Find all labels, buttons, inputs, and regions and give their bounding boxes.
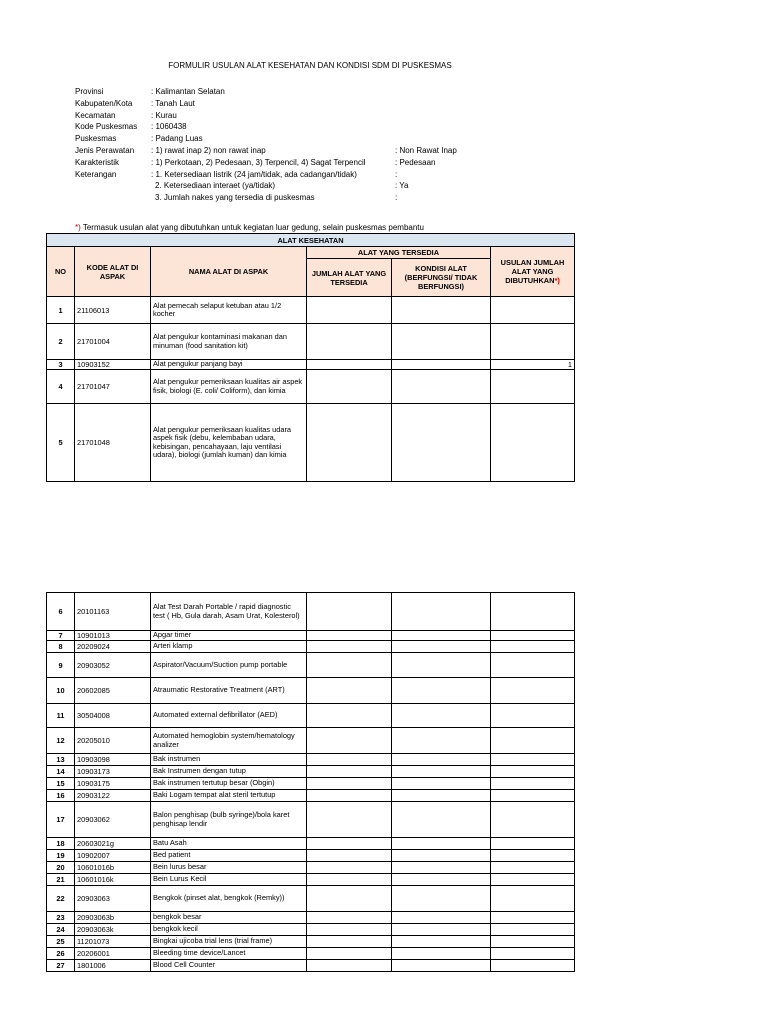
kode-cell: 30504008 <box>75 704 151 728</box>
label: Provinsi <box>75 87 104 96</box>
jumlah-cell <box>307 631 392 641</box>
table-row <box>47 766 575 778</box>
header-nama: NAMA ALAT DI ASPAK <box>151 247 307 297</box>
form-title: FORMULIR USULAN ALAT KESEHATAN DAN KONDISI SDM DI PUSKESMAS <box>168 61 452 70</box>
usulan-cell <box>491 678 575 704</box>
nama-cell: Bed patient <box>151 850 307 862</box>
kondisi-cell <box>392 360 491 370</box>
kode-cell: 21701048 <box>75 404 151 482</box>
label: Kabupaten/Kota <box>75 98 133 108</box>
usulan-cell <box>491 960 575 972</box>
selected-value: : Pedesaan <box>395 157 436 167</box>
table-row <box>47 631 575 641</box>
nama-cell: Bein lurus besar <box>151 862 307 874</box>
usulan-cell <box>491 653 575 678</box>
no-cell: 1 <box>47 297 75 324</box>
jumlah-cell <box>307 862 392 874</box>
jumlah-cell <box>307 360 392 370</box>
no-cell: 3 <box>47 360 75 370</box>
value: : Padang Luas <box>151 134 203 144</box>
table-row <box>47 370 575 404</box>
kode-cell: 10901013 <box>75 631 151 641</box>
no-cell: 24 <box>47 924 75 936</box>
jumlah-cell <box>307 874 392 886</box>
label: Jenis Perawatan <box>75 145 135 155</box>
kode-cell: 20602085 <box>75 678 151 704</box>
usulan-cell <box>491 912 575 924</box>
jumlah-cell <box>307 886 392 912</box>
kondisi-cell <box>392 404 491 482</box>
kondisi-cell <box>392 936 491 948</box>
no-cell: 25 <box>47 936 75 948</box>
nama-cell: Bak instrumen tertutup besar (Obgin) <box>151 778 307 790</box>
nama-cell: Baki Logam tempat alat steril tertutup <box>151 790 307 802</box>
kode-cell: 10903098 <box>75 754 151 766</box>
header-kode: KODE ALAT DI ASPAK <box>75 247 151 297</box>
usulan-cell <box>491 948 575 960</box>
no-cell: 19 <box>47 850 75 862</box>
usulan-cell <box>491 324 575 360</box>
usulan-cell <box>491 728 575 754</box>
kode-cell: 20205010 <box>75 728 151 754</box>
kondisi-cell <box>392 838 491 850</box>
kode-cell: 20206001 <box>75 948 151 960</box>
header-alat-tersedia: ALAT YANG TERSEDIA <box>307 247 491 259</box>
table-row <box>47 653 575 678</box>
jumlah-cell <box>307 802 392 838</box>
no-cell: 10 <box>47 678 75 704</box>
kode-cell: 10903175 <box>75 778 151 790</box>
nama-cell: Balon penghisap (bulb syringe)/bola karet penghisap lendir <box>151 802 307 838</box>
no-cell: 8 <box>47 641 75 653</box>
header-usulan-text: USULAN JUMLAH ALAT YANG DIBUTUHKAN <box>500 258 565 285</box>
header-jumlah: JUMLAH ALAT YANG TERSEDIA <box>307 259 392 297</box>
table-row <box>47 936 575 948</box>
usulan-cell <box>491 593 575 631</box>
header-usulan <box>491 247 575 297</box>
value: : 1. Ketersediaan listrik (24 jam/tidak, ada cadangan/tidak) <box>151 169 357 179</box>
selected-value: : <box>395 193 398 203</box>
kondisi-cell <box>392 960 491 972</box>
usulan-cell <box>491 404 575 482</box>
footnote <box>75 223 424 232</box>
kode-cell: 21701004 <box>75 324 151 360</box>
table-row <box>47 778 575 790</box>
usulan-cell <box>491 790 575 802</box>
jumlah-cell <box>307 948 392 960</box>
selected-value: : <box>395 169 398 179</box>
jumlah-cell <box>307 838 392 850</box>
nama-cell: Blood Cell Counter <box>151 960 307 972</box>
kondisi-cell <box>392 790 491 802</box>
kondisi-cell <box>392 653 491 678</box>
jumlah-cell <box>307 593 392 631</box>
usulan-cell <box>491 936 575 948</box>
kode-cell: 10903173 <box>75 766 151 778</box>
usulan-cell <box>491 862 575 874</box>
kode-cell: 10601016b <box>75 862 151 874</box>
table-row <box>47 912 575 924</box>
jumlah-cell <box>307 370 392 404</box>
no-cell: 23 <box>47 912 75 924</box>
kode-cell: 20903052 <box>75 653 151 678</box>
table-row <box>47 641 575 653</box>
selected-value: : Non Rawat Inap <box>395 145 457 155</box>
kode-cell: 20603021g <box>75 838 151 850</box>
label: Puskesmas <box>75 134 117 144</box>
kode-cell: 20101163 <box>75 593 151 631</box>
selected-value: : Ya <box>395 181 409 191</box>
kode-cell: 20903063k <box>75 924 151 936</box>
no-cell: 18 <box>47 838 75 850</box>
usulan-cell <box>491 641 575 653</box>
table-row <box>47 678 575 704</box>
value: : 1060438 <box>151 122 187 132</box>
nama-cell: Alat Test Darah Portable / rapid diagnostic test ( Hb, Gula darah, Asam Urat, Kolesterol) <box>151 593 307 631</box>
no-cell: 27 <box>47 960 75 972</box>
equipment-table-page-1 <box>46 233 575 482</box>
no-cell: 11 <box>47 704 75 728</box>
no-cell: 13 <box>47 754 75 766</box>
kondisi-cell <box>392 850 491 862</box>
jumlah-cell <box>307 936 392 948</box>
table-row <box>47 704 575 728</box>
table-row <box>47 802 575 838</box>
label: Kecamatan <box>75 110 116 120</box>
table-row <box>47 886 575 912</box>
nama-cell: Apgar timer <box>151 631 307 641</box>
usulan-cell <box>491 838 575 850</box>
usulan-cell <box>491 370 575 404</box>
usulan-cell <box>491 850 575 862</box>
jumlah-cell <box>307 404 392 482</box>
nama-cell: Arteri klamp <box>151 641 307 653</box>
jumlah-cell <box>307 924 392 936</box>
no-cell: 17 <box>47 802 75 838</box>
kode-cell: 20903063b <box>75 912 151 924</box>
nama-cell: Atraumatic Restorative Treatment (ART) <box>151 678 307 704</box>
kode-cell: 1801006 <box>75 960 151 972</box>
no-cell: 15 <box>47 778 75 790</box>
jumlah-cell <box>307 912 392 924</box>
label: Karakteristik <box>75 157 120 167</box>
kondisi-cell <box>392 678 491 704</box>
table-row <box>47 862 575 874</box>
header-no: NO <box>47 247 75 297</box>
usulan-cell <box>491 766 575 778</box>
table-row <box>47 960 575 972</box>
jumlah-cell <box>307 653 392 678</box>
table-row <box>47 728 575 754</box>
jumlah-cell <box>307 728 392 754</box>
kondisi-cell <box>392 874 491 886</box>
jumlah-cell <box>307 766 392 778</box>
no-cell: 4 <box>47 370 75 404</box>
jumlah-cell <box>307 297 392 324</box>
header-alat-kesehatan: ALAT KESEHATAN <box>47 234 575 247</box>
usulan-cell: 1 <box>491 360 575 370</box>
table-row <box>47 874 575 886</box>
nama-cell: Alat pemecah selaput ketuban atau 1/2 kocher <box>151 297 307 324</box>
label: Keterangan <box>75 169 117 179</box>
nama-cell: Bingkai ujicoba trial lens (trial frame) <box>151 936 307 948</box>
note-text: Termasuk usulan alat yang dibutuhkan untuk kegiatan luar gedung, selain puskesmas pembantu <box>80 223 424 232</box>
kode-cell: 11201073 <box>75 936 151 948</box>
nama-cell: Bengkok (pinset alat, bengkok (Remky)) <box>151 886 307 912</box>
header-kondisi: KONDISI ALAT (BERFUNGSI/ TIDAK BERFUNGSI) <box>392 259 491 297</box>
nama-cell: bengkok besar <box>151 912 307 924</box>
usulan-cell <box>491 886 575 912</box>
no-cell: 7 <box>47 631 75 641</box>
kondisi-cell <box>392 912 491 924</box>
usulan-cell <box>491 802 575 838</box>
kondisi-cell <box>392 862 491 874</box>
jumlah-cell <box>307 850 392 862</box>
no-cell: 5 <box>47 404 75 482</box>
kondisi-cell <box>392 948 491 960</box>
value: : 1) Perkotaan, 2) Pedesaan, 3) Terpencil, 4) Sagat Terpencil <box>151 157 366 167</box>
kondisi-cell <box>392 593 491 631</box>
no-cell: 9 <box>47 653 75 678</box>
jumlah-cell <box>307 754 392 766</box>
kondisi-cell <box>392 728 491 754</box>
nama-cell: Bak instrumen <box>151 754 307 766</box>
nama-cell: Bleeding time device/Lancet <box>151 948 307 960</box>
kode-cell: 21106013 <box>75 297 151 324</box>
table-row <box>47 790 575 802</box>
value: 2. Ketersediaan interaet (ya/tidak) <box>155 181 276 191</box>
no-cell: 16 <box>47 790 75 802</box>
kondisi-cell <box>392 370 491 404</box>
jumlah-cell <box>307 960 392 972</box>
kondisi-cell <box>392 778 491 790</box>
label: Kode Puskesmas <box>75 122 138 132</box>
kondisi-cell <box>392 766 491 778</box>
table-row <box>47 593 575 631</box>
usulan-cell <box>491 297 575 324</box>
kondisi-cell <box>392 631 491 641</box>
kondisi-cell <box>392 324 491 360</box>
jumlah-cell <box>307 678 392 704</box>
kode-cell: 10903152 <box>75 360 151 370</box>
equipment-table-page-2 <box>46 592 575 972</box>
no-cell: 14 <box>47 766 75 778</box>
jumlah-cell <box>307 704 392 728</box>
usulan-cell <box>491 924 575 936</box>
jumlah-cell <box>307 778 392 790</box>
kondisi-cell <box>392 886 491 912</box>
table-row <box>47 297 575 324</box>
no-cell: 2 <box>47 324 75 360</box>
no-cell: 21 <box>47 874 75 886</box>
kondisi-cell <box>392 704 491 728</box>
value: : 1) rawat inap 2) non rawat inap <box>151 145 266 155</box>
jumlah-cell <box>307 324 392 360</box>
usulan-cell <box>491 631 575 641</box>
value: : Kalimantan Selatan <box>151 87 225 96</box>
value: : Tanah Laut <box>151 98 195 108</box>
nama-cell: Batu Asah <box>151 838 307 850</box>
nama-cell: Bak Instrumen dengan tutup <box>151 766 307 778</box>
kode-cell: 10902007 <box>75 850 151 862</box>
jumlah-cell <box>307 790 392 802</box>
table-row <box>47 838 575 850</box>
no-cell: 26 <box>47 948 75 960</box>
header-usulan-star: *) <box>554 276 560 285</box>
note-star: *) <box>75 223 81 232</box>
table-row <box>47 324 575 360</box>
kode-cell: 10601016k <box>75 874 151 886</box>
usulan-cell <box>491 874 575 886</box>
value: : Kurau <box>151 110 177 120</box>
kode-cell: 20209024 <box>75 641 151 653</box>
nama-cell: bengkok kecil <box>151 924 307 936</box>
kode-cell: 21701047 <box>75 370 151 404</box>
table-row <box>47 850 575 862</box>
table-row <box>47 360 575 370</box>
kondisi-cell <box>392 641 491 653</box>
usulan-cell <box>491 754 575 766</box>
usulan-cell <box>491 704 575 728</box>
no-cell: 6 <box>47 593 75 631</box>
table-row <box>47 948 575 960</box>
table-row <box>47 754 575 766</box>
kondisi-cell <box>392 754 491 766</box>
kode-cell: 20903063 <box>75 886 151 912</box>
nama-cell: Alat pengukur pemeriksaan kualitas udara aspek fisik (debu, kelembaban udara, kebisingan, pencahayaan, laju ventilasi udara), biologi (jumlah kuman) dan kimia <box>151 404 307 482</box>
table-row <box>47 924 575 936</box>
usulan-cell <box>491 778 575 790</box>
kondisi-cell <box>392 297 491 324</box>
jumlah-cell <box>307 641 392 653</box>
kondisi-cell <box>392 802 491 838</box>
no-cell: 20 <box>47 862 75 874</box>
kode-cell: 20903062 <box>75 802 151 838</box>
value: 3. Jumlah nakes yang tersedia di puskesmas <box>155 193 315 203</box>
no-cell: 22 <box>47 886 75 912</box>
nama-cell: Alat pengukur kontaminasi makanan dan minuman (food sanitation kit) <box>151 324 307 360</box>
kondisi-cell <box>392 924 491 936</box>
nama-cell: Alat pengukur pemeriksaan kualitas air aspek fisik, biologi (E. coli/ Coliform), dan kimia <box>151 370 307 404</box>
nama-cell: Automated external defibrillator (AED) <box>151 704 307 728</box>
kode-cell: 20903122 <box>75 790 151 802</box>
nama-cell: Bein Lurus Kecil <box>151 874 307 886</box>
nama-cell: Alat pengukur panjang bayi <box>151 360 307 370</box>
no-cell: 12 <box>47 728 75 754</box>
nama-cell: Aspirator/Vacuum/Suction pump portable <box>151 653 307 678</box>
nama-cell: Automated hemoglobin system/hematology analizer <box>151 728 307 754</box>
table-row <box>47 404 575 482</box>
